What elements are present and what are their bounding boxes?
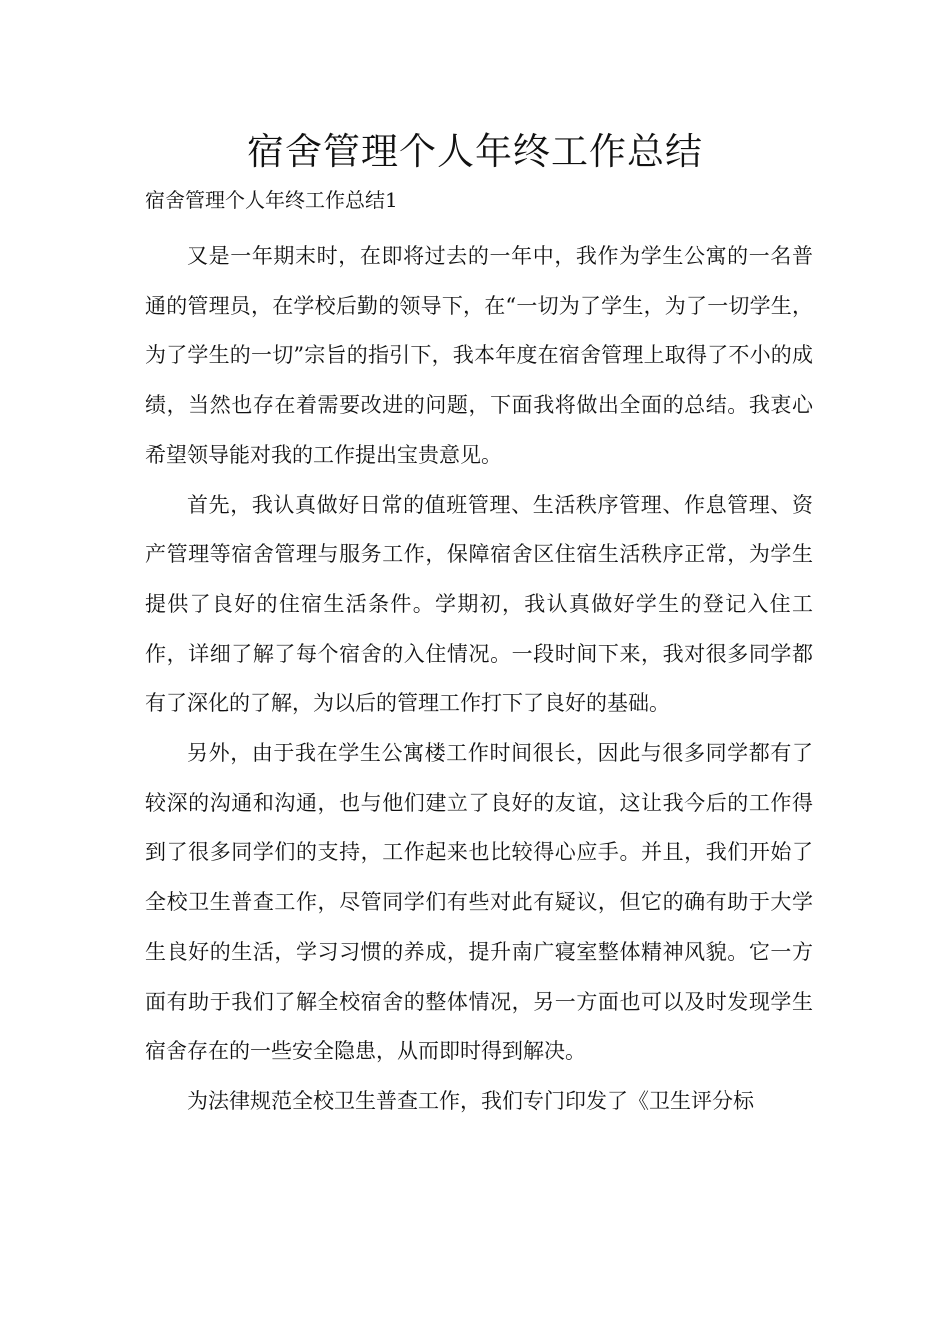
paragraph-1: 又是一年期末时，在即将过去的一年中，我作为学生公寓的一名普通的管理员，在学校后勤的领导下，在“一切为了学生，为了一切学生，为了学生的一切”宗旨的指引下，我本年度在宿舍管理上取得了不小的成绩，当然也存在着需要改进的问题，下面我将做出全面的总结。我衷心希望领导能对我的工作提出宝贵意见。 [145, 244, 813, 467]
paragraph-2: 首先，我认真做好日常的值班管理、生活秩序管理、作息管理、资产管理等宿舍管理与服务工作，保障宿舍区住宿生活秩序正常，为学生提供了良好的住宿生活条件。学期初，我认真做好学生的登记入住工作，详细了解了每个宿舍的入住情况。一段时间下来，我对很多同学都有了深化的了解，为以后的管理工作打下了良好的基础。 [145, 492, 813, 716]
document-title: 宿舍管理个人年终工作总结 [247, 130, 703, 173]
document-body [145, 232, 813, 1127]
paragraph-3: 另外，由于我在学生公寓楼工作时间很长，因此与很多同学都有了较深的沟通和沟通，也与他们建立了良好的友谊，这让我今后的工作得到了很多同学们的支持，工作起来也比较得心应手。并且，我们开始了全校卫生普查工作，尽管同学们有些对此有疑议，但它的确有助于大学生良好的生活，学习习惯的养成，提升南广寝室整体精神风貌。它一方面有助于我们了解全校宿舍的整体情况，另一方面也可以及时发现学生宿舍存在的一些安全隐患，从而即时得到解决。 [145, 741, 813, 1064]
section-heading: 宿舍管理个人年终工作总结1 [145, 188, 398, 212]
paragraph-4: 为法律规范全校卫生普查工作，我们专门印发了《卫生评分标 [187, 1088, 754, 1113]
